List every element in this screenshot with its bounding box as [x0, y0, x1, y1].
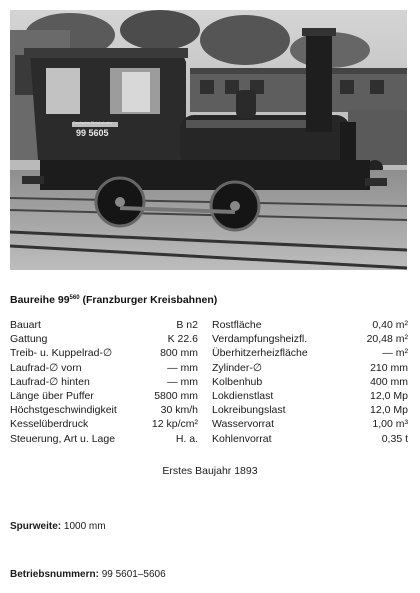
spec-row [212, 346, 408, 360]
spec-value: B n2 [176, 319, 198, 331]
gauge-line [10, 521, 106, 532]
spec-row [212, 361, 408, 375]
spec-row [212, 318, 408, 332]
spec-label: Wasservorrat [212, 418, 275, 431]
spec-label: Verdampfungsheizfl. [212, 333, 308, 346]
spec-value: 30 km/h [160, 404, 198, 417]
spec-row [212, 417, 408, 431]
operating-numbers-label: Betriebsnummern: [10, 569, 99, 580]
spec-label: Lokreibungslast [212, 404, 286, 417]
operating-numbers-line [10, 569, 166, 580]
spec-row [10, 403, 198, 417]
spec-label: Überhitzerheizfläche [212, 347, 308, 360]
spec-row [10, 346, 198, 360]
spec-value: 800 mm [160, 347, 198, 360]
spec-row [212, 375, 408, 389]
cab-lettering: Deutsche Reichsbahn [73, 120, 113, 125]
spec-row [212, 432, 408, 446]
spec-value: 5800 mm [154, 389, 198, 402]
spec-label: Steuerung, Art u. Lage [10, 432, 116, 445]
spec-value: 12 kp/cm² [151, 418, 198, 431]
spec-value: 20,48 m² [366, 333, 408, 346]
spec-label: Laufrad-∅ hinten [10, 375, 90, 388]
spec-row [212, 403, 408, 417]
spec-row [10, 375, 198, 389]
first-build-year: Erstes Baujahr 1893 [162, 465, 258, 477]
gauge-value: 1000 mm [63, 521, 106, 532]
spec-label: Rostfläche [212, 319, 262, 331]
page-title [10, 294, 217, 306]
spec-value: H. a. [175, 432, 198, 445]
spec-value: 12,0 Mp [370, 389, 408, 402]
series-label: Baureihe 99 [10, 294, 70, 306]
series-superscript: 560 [69, 295, 80, 301]
operator-name: (Franzburger Kreisbahnen) [82, 294, 218, 306]
specs-right-column [212, 318, 408, 446]
spec-label: Höchstgeschwindigkeit [10, 404, 117, 417]
spec-value: K 22.6 [167, 333, 198, 346]
spec-label: Kohlenvorrat [212, 432, 272, 445]
spec-value: 1,00 m³ [372, 418, 408, 431]
spec-value: 12,0 Mp [370, 404, 408, 417]
operating-numbers-value: 99 5601–5606 [101, 569, 166, 580]
spec-label: Lokdienstlast [212, 389, 274, 402]
locomotive-photo [10, 10, 407, 270]
spec-label: Laufrad-∅ vorn [10, 361, 82, 374]
spec-row [10, 332, 198, 346]
specs-left-column [10, 318, 198, 446]
spec-row [10, 318, 198, 332]
spec-label: Treib- u. Kuppelrad-∅ [10, 347, 113, 360]
spec-value: — m² [382, 347, 408, 360]
spec-row [212, 389, 408, 403]
gauge-label: Spurweite: [10, 521, 62, 532]
spec-label: Zylinder-∅ [212, 361, 262, 374]
spec-row [10, 432, 198, 446]
number-plate: 99 5605 [76, 128, 109, 138]
spec-value: — mm [167, 361, 198, 374]
spec-value: 400 mm [370, 375, 408, 388]
spec-value: 0,35 t [381, 432, 408, 445]
spec-label: Kesselüberdruck [10, 418, 89, 431]
spec-label: Kolbenhub [212, 375, 263, 388]
spec-label: Bauart [10, 319, 41, 331]
spec-value: — mm [167, 375, 198, 388]
spec-row [212, 332, 408, 346]
spec-label: Länge über Puffer [10, 389, 94, 402]
spec-row [10, 389, 198, 403]
spec-row [10, 417, 198, 431]
spec-label: Gattung [10, 333, 48, 346]
spec-value: 210 mm [370, 361, 408, 374]
spec-value: 0,40 m² [372, 319, 408, 331]
spec-row [10, 361, 198, 375]
specs-table [10, 318, 408, 446]
